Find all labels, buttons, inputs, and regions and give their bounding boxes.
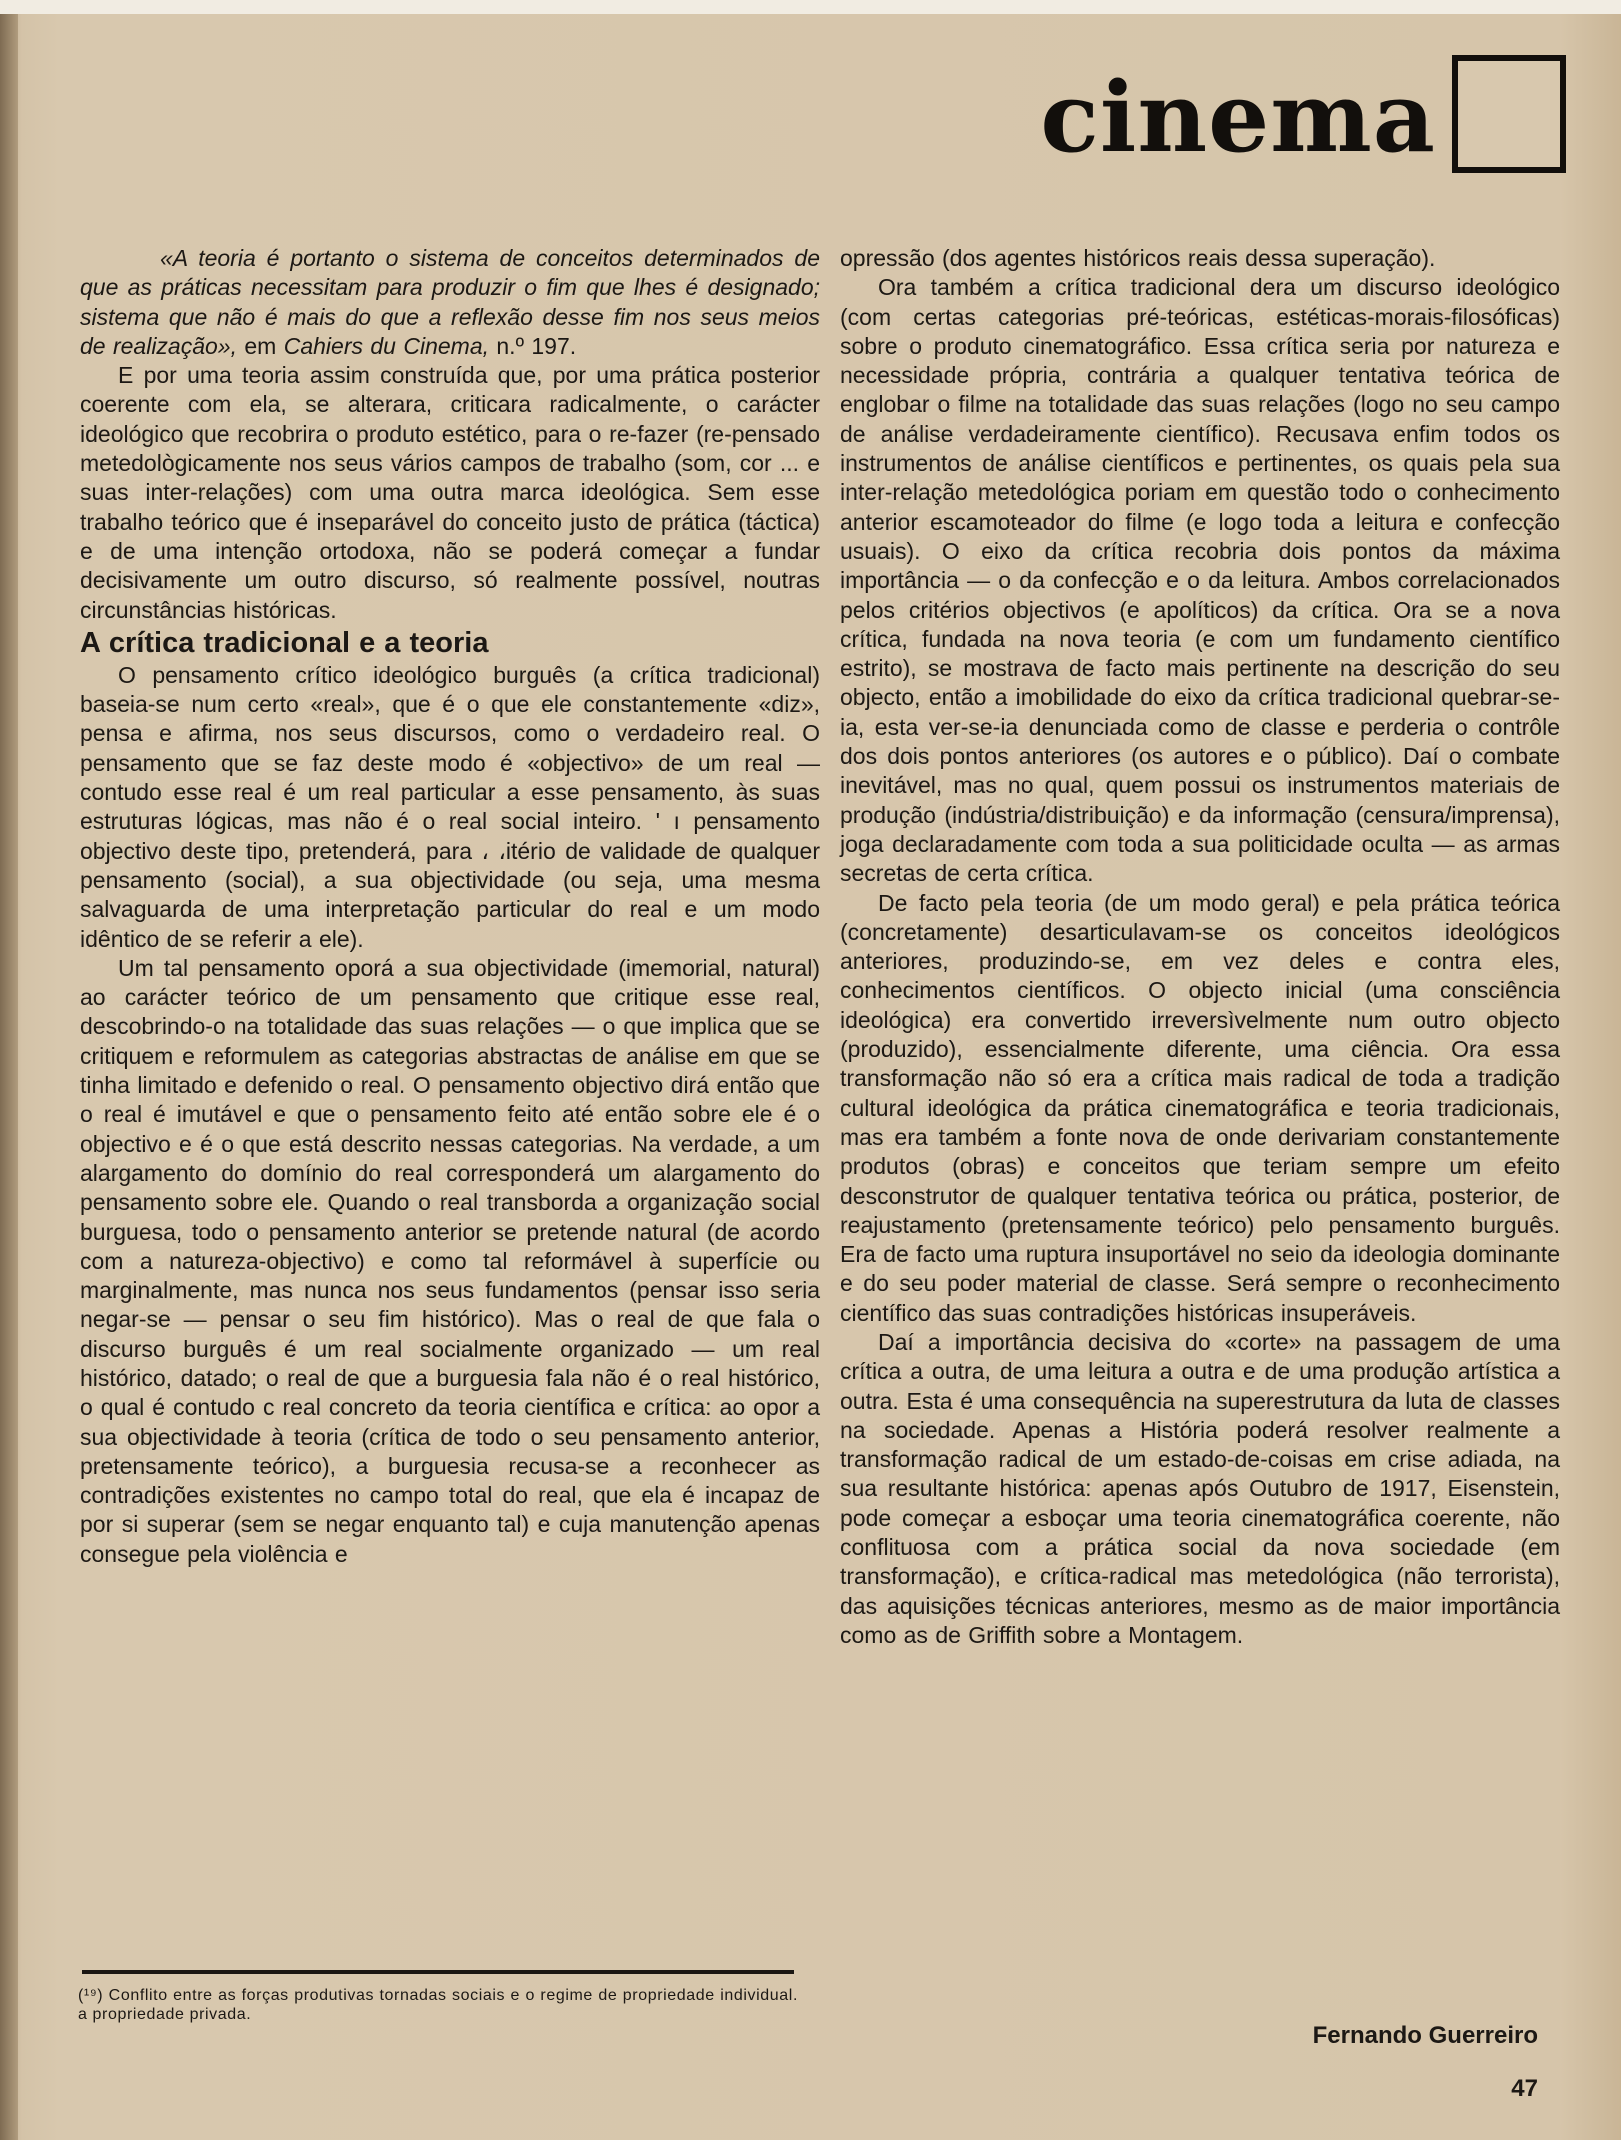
- left-column: [80, 244, 820, 1569]
- footnote: (¹⁹) Conflito entre as forças produtivas tornadas sociais e o regime de propriedade individual. a propriedade privada.: [78, 1987, 798, 2023]
- binding-shadow: [0, 14, 18, 2140]
- footnote-divider: [82, 1970, 794, 1974]
- quote-ref-source: Cahiers du Cinema,: [283, 332, 489, 359]
- header-box-ornament: [1452, 55, 1566, 173]
- paragraph: opressão (dos agentes históricos reais dessa superação).: [840, 245, 1436, 271]
- quote-ref-prefix: em: [244, 332, 284, 359]
- paragraph: E por uma teoria assim construída que, por uma prática posterior coerente com ela, se alterara, criticara radicalmente, o carácter ideológico que recobrira o produto estético, para o re-fazer (re-pensado metedològicamente nos seus vários campos de trabalho (som, cor ... e suas inter-relações) com uma outra marca ideológica. Sem esse trabalho teórico que é inseparável do conceito justo de prática (táctica) e de uma intenção ortodoxa, não se poderá começar a fundar decisivamente um outro discurso, só realmente possível, noutras circunstâncias históricas.: [80, 362, 820, 623]
- author-signature: Fernando Guerreiro: [1312, 2022, 1538, 2049]
- page-top-margin: [0, 0, 1621, 14]
- quote-text: «A teoria é portanto o sistema de conceitos determinados de que as práticas necessitam para produzir o fim que lhes é designado; sistema que não é mais do que a reflexão desse fim nos seus meios de realização»,: [80, 245, 820, 359]
- quote-reference: [244, 333, 576, 359]
- page-number: 47: [1511, 2075, 1538, 2102]
- paragraph: De facto pela teoria (de um modo geral) e pela prática teórica (concretamente) desarticulavam-se os conceitos ideológicos anteriores, produzindo-se, em vez deles e contra eles, conhecimentos científicos. O objecto inicial (uma consciência ideológica) era convertido irreversìvelmente num outro objecto (produzido), essencialmente diferente, uma ciência. Ora essa transformação não só era a crítica mais radical de toda a tradição cultural ideológica da prática cinematográfica e teoria tradicionais, mas era também a fonte nova de onde derivariam constantemente produtos (obras) e conceitos que teriam sempre um efeito desconstrutor de qualquer tentativa teórica ou prática, posterior, de reajustamento (pretensamente teórico) pelo pensamento burguês. Era de facto uma ruptura insuportável no seio da ideologia dominante e do seu poder material de classe. Será sempre o reconhecimento científico das suas contradições históricas insuperáveis.: [840, 889, 1560, 1326]
- section-subheading: A crítica tradicional e a teoria: [80, 626, 489, 659]
- paragraph: Um tal pensamento oporá a sua objectividade (imemorial, natural) ao carácter teórico de um pensamento que critique esse real, descobrindo-o na totalidade das suas relações — o que implica que se critiquem e reformulem as categorias abstractas de análise em que se tinha limitado e defenido o real. O pensamento objectivo dirá então que o real é imutável e que o pensamento feito até então sobre ele é o objectivo e é o que está descrito nessas categorias. Na verdade, a um alargamento do domínio do real corresponderá um alargamento do pensamento sobre ele. Quando o real transborda a organização social burguesa, todo o pensamento anterior se pretende natural (de acordo com a natureza-objectivo) e como tal reformável à superfície ou marginalmente, mas nunca nos seus fundamentos (pensar isso seria negar-se — pensar o seu fim histórico). Mas o real de que fala o discurso burguês é um real socialmente organizado — um real histórico, datado; o real de que a burguesia fala não é o real histórico, o qual é contudo c real concreto da teoria científica e crítica: ao opor a sua objectividade à teoria (crítica de todo o seu pensamento anterior, pretensamente teórico), a burguesia recusa-se a reconhecer as contradições existentes no campo total do real, que ela é incapaz de por si superar (sem se negar enquanto tal) e cuja manutenção apenas consegue pela violência e: [80, 954, 820, 1567]
- section-title: cinema: [1040, 61, 1436, 174]
- opening-quote: [80, 244, 820, 361]
- paragraph: O pensamento crítico ideológico burguês (a crítica tradicional) baseia-se num certo «real», que é o que ele constantemente «diz», pensa e afirma, nos seus discursos, como o verdadeiro real. O pensamento que se faz deste modo é «objectivo» de um real — contudo esse real é um real particular a esse pensamento, às suas estruturas lógicas, mas não é o real social inteiro. ' ı pensamento objectivo deste tipo, pretenderá, para ، ،itério de validade de qualquer pensamento (social), a sua objectividade (ou seja, uma mesma salvaguarda de uma interpretação particular do real e um modo idêntico de se referir a ele).: [80, 661, 820, 952]
- section-header: [1040, 50, 1566, 178]
- right-column: [840, 244, 1560, 1650]
- paragraph: Daí a importância decisiva do «corte» na passagem de uma crítica a outra, de uma leitura a outra e de uma produção artística a outra. Esta é uma consequência na superestrutura da luta de classes na sociedade. Apenas a História poderá resolver realmente a transformação radical de um estado-de-coisas em crise adiada, na sua resultante histórica: apenas após Outubro de 1917, Eisenstein, pode começar a esboçar uma teoria cinematográfica coerente, não conflituosa com a prática social da nova sociedade (em transformação), e crítica-radical mas metedológica (não terrorista), das aquisições técnicas anteriores, mesmo as de maior importância como as de Griffith sobre a Montagem.: [840, 1328, 1560, 1648]
- paragraph: Ora também a crítica tradicional dera um discurso ideológico (com certas categorias pré-teóricas, estéticas-morais-filosóficas) sobre o produto cinematográfico. Essa crítica seria por natureza e necessidade própria, contrária a qualquer tentativa teórica de englobar o filme na totalidade das suas relações (logo no seu campo de análise verdadeiramente científico). Recusava enfim todos os instrumentos de análise científicos e pertinentes, os quais pela sua inter-relação metedológica poriam em questão todo o conhecimento anterior escamoteador do filme (e logo toda a leitura e confecção usuais). O eixo da crítica recobria dois pontos da máxima importância — o da confecção e o da leitura. Ambos correlacionados pelos critérios objectivos (e apolíticos) da crítica. Ora se a nova crítica, fundada na nova teoria (e com um fundamento científico estrito), se mostrava de facto mais pertinente na descrição do seu objecto, então a imobilidade do eixo da crítica tradicional quebrar-se-ia, esta ver-se-ia denunciada como de classe e perderia o contrôle dos dois pontos anteriores (os autores e o público). Daí o combate inevitável, mas no qual, quem possui os instrumentos materiais de produção (indústria/distribuição) e da informação (censura/imprensa), joga declaradamente com toda a sua politicidade oculta — as armas secretas de certa crítica.: [840, 274, 1560, 887]
- quote-ref-number: n.º 197.: [489, 332, 577, 359]
